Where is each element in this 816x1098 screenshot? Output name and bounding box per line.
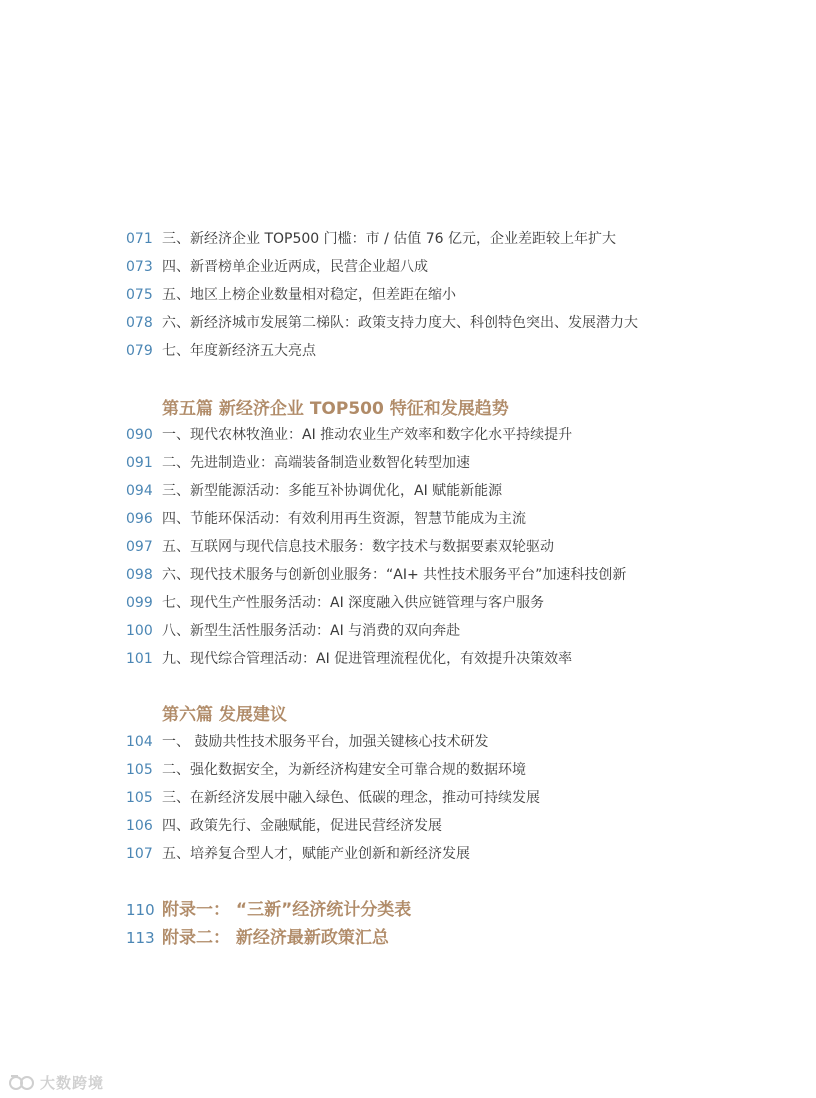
section-heading-part5: 第五篇 新经济企业 TOP500 特征和发展趋势 (162, 399, 509, 419)
page-number: 075 (126, 287, 153, 303)
page-number: 090 (126, 427, 153, 443)
entry-title: 五、培养复合型人才，赋能产业创新和新经济发展 (162, 846, 470, 862)
page-number: 113 (126, 929, 155, 947)
entry-title: 五、地区上榜企业数量相对稳定，但差距在缩小 (162, 287, 456, 303)
toc-entry[interactable] (126, 340, 316, 362)
page-number: 107 (126, 846, 153, 862)
page-number: 073 (126, 259, 153, 275)
entry-title: 七、年度新经济五大亮点 (162, 343, 316, 359)
entry-title: 七、现代生产性服务活动：AI 深度融入供应链管理与客户服务 (162, 595, 545, 611)
page-number: 096 (126, 511, 153, 527)
entry-title: 六、现代技术服务与创新创业服务：“AI+ 共性技术服务平台”加速科技创新 (162, 567, 627, 583)
page-number: 106 (126, 818, 153, 834)
page-number: 110 (126, 901, 155, 919)
toc-entry[interactable] (126, 815, 442, 837)
toc-entry[interactable] (126, 508, 526, 530)
toc-entry[interactable] (126, 759, 526, 781)
toc-appendix-entry[interactable] (126, 926, 389, 950)
toc-entry[interactable] (126, 256, 428, 278)
page-number: 078 (126, 315, 153, 331)
appendix-title: 附录二： 新经济最新政策汇总 (162, 928, 389, 948)
page-number: 079 (126, 343, 153, 359)
page-number: 091 (126, 455, 153, 471)
entry-title: 八、新型生活性服务活动：AI 与消费的双向奔赴 (162, 623, 461, 639)
entry-title: 四、新晋榜单企业近两成，民营企业超八成 (162, 259, 428, 275)
watermark (8, 1070, 104, 1094)
entry-title: 四、节能环保活动：有效利用再生资源，智慧节能成为主流 (162, 511, 526, 527)
toc-entry[interactable] (126, 620, 460, 642)
entry-title: 三、新经济企业 TOP500 门槛：市 / 估值 76 亿元，企业差距较上年扩大 (162, 231, 616, 247)
page-number: 101 (126, 651, 153, 667)
brand-logo-icon (8, 1072, 36, 1092)
entry-title: 一、 鼓励共性技术服务平台，加强关键核心技术研发 (162, 734, 489, 750)
entry-title: 三、新型能源活动：多能互补协调优化，AI 赋能新能源 (162, 483, 503, 499)
entry-title: 一、现代农林牧渔业：AI 推动农业生产效率和数字化水平持续提升 (162, 427, 573, 443)
page-number: 097 (126, 539, 153, 555)
toc-entry[interactable] (126, 648, 572, 670)
toc-appendix-entry[interactable] (126, 898, 411, 922)
toc-entry[interactable] (126, 228, 616, 250)
toc-entry[interactable] (126, 480, 502, 502)
page-number: 071 (126, 231, 153, 247)
toc-entry[interactable] (126, 536, 554, 558)
appendix-title: 附录一： “三新”经济统计分类表 (162, 900, 412, 920)
page-number: 104 (126, 734, 153, 750)
page-number: 098 (126, 567, 153, 583)
toc-entry[interactable] (126, 787, 540, 809)
toc-entry[interactable] (126, 312, 638, 334)
entry-title: 五、互联网与现代信息技术服务：数字技术与数据要素双轮驱动 (162, 539, 554, 555)
entry-title: 三、在新经济发展中融入绿色、低碳的理念，推动可持续发展 (162, 790, 540, 806)
watermark-text: 大数跨境 (40, 1073, 105, 1092)
entry-title: 六、新经济城市发展第二梯队：政策支持力度大、科创特色突出、发展潜力大 (162, 315, 638, 331)
entry-title: 二、先进制造业：高端装备制造业数智化转型加速 (162, 455, 470, 471)
toc-entry[interactable] (126, 284, 456, 306)
section-heading-part6: 第六篇 发展建议 (162, 705, 287, 725)
toc-entry[interactable] (126, 592, 544, 614)
page-number: 099 (126, 595, 153, 611)
toc-entry[interactable] (126, 424, 572, 446)
toc-entry[interactable] (126, 564, 626, 586)
page-number: 100 (126, 623, 153, 639)
page-number: 105 (126, 790, 153, 806)
toc-entry[interactable] (126, 452, 470, 474)
entry-title: 九、现代综合管理活动：AI 促进管理流程优化，有效提升决策效率 (162, 651, 573, 667)
entry-title: 二、强化数据安全，为新经济构建安全可靠合规的数据环境 (162, 762, 526, 778)
page-number: 105 (126, 762, 153, 778)
page-number: 094 (126, 483, 153, 499)
toc-entry[interactable] (126, 731, 488, 753)
entry-title: 四、政策先行、金融赋能，促进民营经济发展 (162, 818, 442, 834)
toc-entry[interactable] (126, 843, 470, 865)
